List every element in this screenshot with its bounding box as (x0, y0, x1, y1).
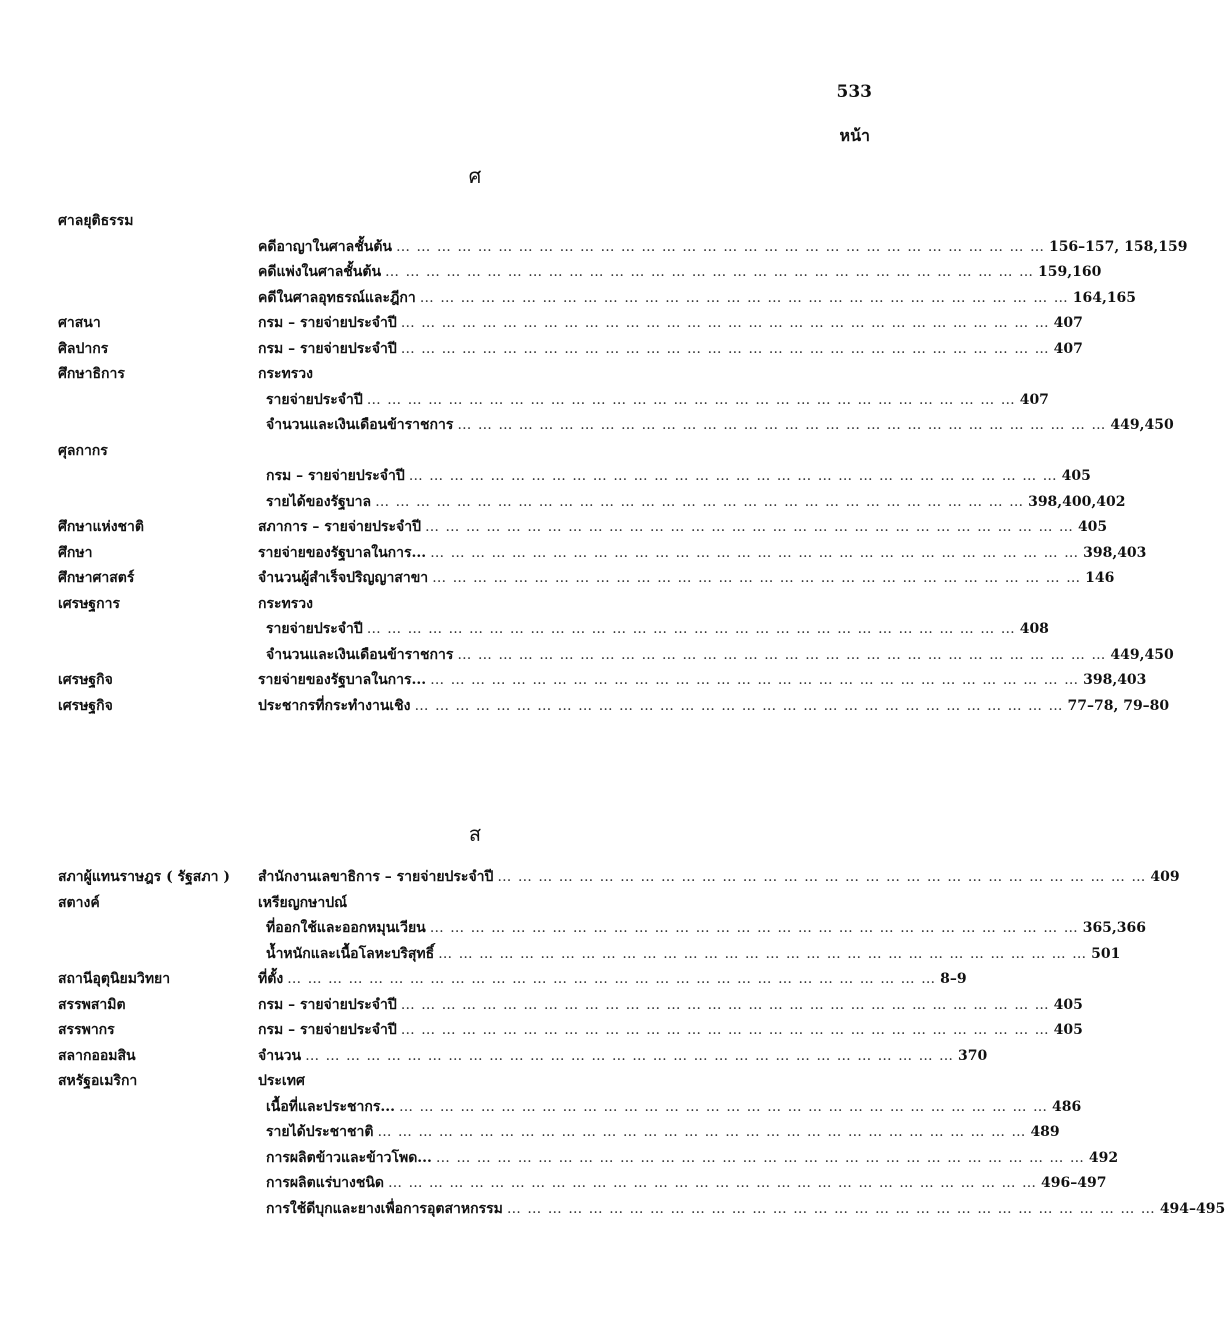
index-entry (258, 1019, 1083, 1041)
index-entry (266, 414, 1174, 436)
index-section (58, 208, 1188, 718)
entry-label: รายจ่ายประจำปี (266, 391, 363, 408)
dot-leader: … … … … … … … … … … … … … … … … … … … … … … … … … … … … … … … … (457, 417, 1107, 433)
entry-page-numbers: 164,165 (1072, 289, 1137, 306)
entry-label: กระทรวง (258, 366, 313, 382)
index-row (58, 1017, 1083, 1043)
index-row (58, 1043, 988, 1069)
index-entry (266, 1147, 1119, 1169)
index-entry (258, 567, 1115, 589)
index-row (58, 514, 1108, 540)
index-row (58, 438, 872, 464)
entry-page-numbers: 408 (1019, 621, 1049, 637)
entry-page-numbers: 398,403 (1083, 544, 1147, 561)
index-row (58, 616, 1049, 642)
entry-page-numbers: 398,400,402 (1028, 493, 1126, 510)
entry-page-numbers: 146 (1085, 570, 1115, 586)
index-row (58, 1145, 1119, 1171)
entry-page-numbers: 496–497 (1041, 1175, 1107, 1191)
dot-leader: … … … … … … … … … … … … … … … … … … … … … … … … … … … … … … … … (366, 391, 1016, 408)
entry-label: จำนวน (258, 1047, 302, 1064)
index-row (58, 285, 1137, 311)
index-topic: ศึกษาแห่งชาติ (58, 519, 144, 535)
entry-label: รายจ่ายประจำปี (266, 621, 363, 637)
dot-leader: … … … … … … … … … … … … … … … … … … … … … … … … … … … … … … … … (432, 570, 1082, 586)
index-row (58, 336, 1083, 362)
entry-label: รายจ่ายของรัฐบาลในการ... (258, 672, 427, 688)
entry-label: กรม – รายจ่ายประจำปี (258, 996, 397, 1013)
index-topic: เศรษฐกิจ (58, 672, 113, 688)
entry-page-numbers: 407 (1019, 391, 1049, 408)
index-topic: เศรษฐการ (58, 595, 121, 612)
dot-leader: … … … … … … … … … … … … … … … … … … … … … … … … … … … … … … … … (388, 1175, 1037, 1191)
index-entry (258, 968, 967, 990)
entry-label: เนื้อที่และประชากร... (266, 1098, 396, 1115)
index-topic: ศิลปากร (58, 340, 109, 357)
entry-page-numbers: 156–157, 158,159 (1048, 238, 1188, 255)
index-row (58, 693, 1170, 719)
index-topic: สภาผู้แทนราษฎร ( รัฐสภา ) (58, 869, 230, 885)
index-row (58, 992, 1083, 1018)
entry-page-numbers: 370 (958, 1047, 988, 1064)
index-row (58, 208, 872, 234)
index-row (58, 890, 872, 916)
entry-label: กรม – รายจ่ายประจำปี (258, 1022, 397, 1038)
index-entry (258, 1070, 872, 1092)
index-entry (266, 1096, 1082, 1118)
entry-label: น้ำหนักและเนื้อโลหะบริสุทธิ์ (266, 945, 435, 962)
dot-leader: … … … … … … … … … … … … … … … … … … … … … … … … … … … … … … … … (506, 1200, 1156, 1217)
dot-leader: … … … … … … … … … … … … … … … … … … … … … … … … … … … … … … … … (400, 340, 1050, 357)
entry-page-numbers: 449,450 (1110, 646, 1174, 663)
index-row (58, 642, 1174, 668)
entry-label: ประชากรที่กระทำงานเชิง (258, 697, 411, 714)
index-entry (266, 644, 1174, 666)
entry-label: การผลิตข้าวและข้าวโพด... (266, 1149, 432, 1166)
entry-label: ที่ตั้ง (258, 971, 284, 987)
index-topic: สลากออมสิน (58, 1047, 136, 1064)
index-entry (258, 287, 1137, 309)
index-row (58, 234, 1188, 260)
index-entry (258, 1045, 988, 1067)
index-topic: สถานีอุตุนิยมวิทยา (58, 971, 171, 987)
dot-leader: … … … … … … … … … … … … … … … … … … … … … … … … … … … … … … … … (399, 1098, 1048, 1115)
entry-page-numbers: 405 (1077, 519, 1108, 535)
index-row (58, 361, 872, 387)
dot-leader: … … … … … … … … … … … … … … … … … … … … … … … … … … … … … … … … (438, 945, 1088, 962)
dot-leader: … … … … … … … … … … … … … … … … … … … … … … … … … … … … … … … … (497, 869, 1147, 885)
entry-label: คดีแพ่งในศาลชั้นต้น (258, 264, 382, 280)
section-letter: ส (468, 822, 482, 846)
index-row (58, 259, 1102, 285)
dot-leader: … … … … … … … … … … … … … … … … … … … … … … … … … … … … … … … … (385, 264, 1034, 280)
dot-leader: … … … … … … … … … … … … … … … … … … … … … … … … … … … … … … … … (457, 646, 1107, 663)
dot-leader: … … … … … … … … … … … … … … … … … … … … … … … … … … … … … … … … (435, 1149, 1085, 1166)
section-letter: ศ (468, 164, 482, 188)
index-entry (266, 491, 1126, 513)
entry-label: ที่ออกใช้และออกหมุนเวียน (266, 920, 426, 936)
index-entry (258, 892, 872, 914)
entry-page-numbers: 494–495 (1159, 1200, 1225, 1217)
index-topic: ศุลกากร (58, 442, 108, 459)
entry-page-numbers: 405 (1053, 996, 1083, 1013)
entry-label: รายได้ของรัฐบาล (266, 493, 372, 510)
dot-leader: … … … … … … … … … … … … … … … … … … … … … … … … … … … … … … … … (305, 1047, 955, 1064)
index-topic: ศึกษา (58, 544, 93, 561)
index-row (58, 310, 1083, 336)
dot-leader: … … … … … … … … … … … … … … … … … … … … … … … … … … … … … … … … (377, 1124, 1027, 1140)
entry-label: กรม – รายจ่ายประจำปี (266, 468, 405, 484)
entry-page-numbers: 492 (1088, 1149, 1119, 1166)
entry-page-numbers: 77–78, 79–80 (1067, 697, 1170, 714)
index-row (58, 1196, 1225, 1222)
dot-leader: … … … … … … … … … … … … … … … … … … … … … … … … … … … … … … … … (429, 920, 1079, 936)
entry-page-numbers: 405 (1053, 1022, 1083, 1038)
entry-label: คดีในศาลอุทธรณ์และฎีกา (258, 289, 416, 306)
entry-label: การใช้ดีบุกและยางเพื่อการอุตสาหกรรม (266, 1200, 503, 1217)
index-row (58, 412, 1174, 438)
index-topic: เศรษฐกิจ (58, 697, 113, 714)
index-row (58, 1119, 1060, 1145)
entry-label: เหรียญกษาปณ์ (258, 894, 348, 911)
index-row (58, 591, 872, 617)
index-entry (266, 1121, 1060, 1143)
entry-page-numbers: 486 (1052, 1098, 1082, 1115)
entry-label: จำนวนและเงินเดือนข้าราชการ (266, 646, 454, 663)
entry-page-numbers: 409 (1150, 869, 1180, 885)
index-topic: สหรัฐอเมริกา (58, 1073, 138, 1089)
dot-leader: … … … … … … … … … … … … … … … … … … … … … … … … … … … … … … … … (408, 468, 1058, 484)
entry-page-numbers: 8–9 (940, 971, 967, 987)
entry-page-numbers: 398,403 (1083, 672, 1147, 688)
index-entry (266, 618, 1049, 640)
index-row (58, 1068, 872, 1094)
index-row (58, 565, 1115, 591)
entry-label: จำนวนผู้สำเร็จปริญญาสาขา (258, 570, 429, 586)
index-section (58, 864, 1225, 1221)
index-row (58, 667, 1147, 693)
dot-leader: … … … … … … … … … … … … … … … … … … … … … … … … … … … … … … … … (419, 289, 1069, 306)
index-entry (266, 917, 1147, 939)
entry-page-numbers: 501 (1091, 945, 1121, 962)
entry-label: รายจ่ายของรัฐบาลในการ... (258, 544, 427, 561)
index-topic: ศึกษาธิการ (58, 366, 125, 382)
index-entry (258, 542, 1147, 564)
index-row (58, 489, 1126, 515)
index-entry (266, 943, 1121, 965)
index-entry (258, 516, 1108, 538)
index-entry (258, 695, 1170, 717)
dot-leader: … … … … … … … … … … … … … … … … … … … … … … … … … … … … … … … … (414, 697, 1064, 714)
index-entry (258, 338, 1083, 360)
index-entry (266, 1198, 1225, 1220)
entry-label: สภาการ – รายจ่ายประจำปี (258, 519, 421, 535)
dot-leader: … … … … … … … … … … … … … … … … … … … … … … … … … … … … … … … … (375, 493, 1025, 510)
index-row (58, 540, 1147, 566)
index-topic: สรรพสามิต (58, 996, 126, 1013)
index-topic: สรรพากร (58, 1022, 115, 1038)
entry-label: สำนักงานเลขาธิการ – รายจ่ายประจำปี (258, 869, 494, 885)
dot-leader: … … … … … … … … … … … … … … … … … … … … … … … … … … … … … … … … (287, 971, 937, 987)
index-row (58, 966, 967, 992)
entry-label: การผลิตแร่บางชนิด (266, 1175, 385, 1191)
entry-label: ประเทศ (258, 1073, 305, 1089)
dot-leader: … … … … … … … … … … … … … … … … … … … … … … … … … … … … … … … … (366, 621, 1016, 637)
dot-leader: … … … … … … … … … … … … … … … … … … … … … … … … … … … … … … … … (400, 315, 1050, 331)
index-topic: ศาสนา (58, 315, 101, 331)
entry-page-numbers: 489 (1030, 1124, 1060, 1140)
entry-page-numbers: 407 (1053, 315, 1083, 331)
page-number: 533 (836, 82, 872, 102)
dot-leader: … … … … … … … … … … … … … … … … … … … … … … … … … … … … … … … … (400, 1022, 1050, 1038)
index-row (58, 1094, 1082, 1120)
index-topic: ศาลยุติธรรม (58, 213, 134, 229)
dot-leader: … … … … … … … … … … … … … … … … … … … … … … … … … … … … … … … … (395, 238, 1045, 255)
index-entry (258, 261, 1102, 283)
index-topic: สตางค์ (58, 894, 100, 911)
index-entry (266, 465, 1091, 487)
index-entry (258, 994, 1083, 1016)
index-entry (258, 593, 872, 615)
dot-leader: … … … … … … … … … … … … … … … … … … … … … … … … … … … … … … … … (424, 519, 1074, 535)
index-entry (266, 389, 1049, 411)
index-entry (266, 1172, 1107, 1194)
index-entry (258, 236, 1188, 258)
index-entry (258, 669, 1147, 691)
entry-page-numbers: 405 (1061, 468, 1091, 484)
index-row (58, 864, 1180, 890)
page-column-header: หน้า (839, 126, 870, 145)
dot-leader: … … … … … … … … … … … … … … … … … … … … … … … … … … … … … … … … (430, 544, 1080, 561)
entry-label: คดีอาญาในศาลชั้นต้น (258, 238, 392, 255)
entry-page-numbers: 407 (1053, 340, 1083, 357)
index-row (58, 463, 1091, 489)
entry-label: รายได้ประชาชาติ (266, 1124, 374, 1140)
entry-label: กรม – รายจ่ายประจำปี (258, 340, 397, 357)
entry-label: กรม – รายจ่ายประจำปี (258, 315, 397, 331)
entry-label: กระทรวง (258, 595, 313, 612)
index-entry (258, 312, 1083, 334)
dot-leader: … … … … … … … … … … … … … … … … … … … … … … … … … … … … … … … … (400, 996, 1050, 1013)
dot-leader: … … … … … … … … … … … … … … … … … … … … … … … … … … … … … … … … (430, 672, 1080, 688)
entry-page-numbers: 365,366 (1082, 920, 1147, 936)
index-row (58, 915, 1147, 941)
entry-page-numbers: 449,450 (1110, 417, 1174, 433)
index-topic: ศึกษาศาสตร์ (58, 570, 135, 586)
index-entry (258, 363, 872, 385)
entry-label: จำนวนและเงินเดือนข้าราชการ (266, 417, 454, 433)
index-row (58, 941, 1121, 967)
index-row (58, 387, 1049, 413)
index-entry (258, 866, 1180, 888)
index-row (58, 1170, 1107, 1196)
entry-page-numbers: 159,160 (1037, 264, 1102, 280)
